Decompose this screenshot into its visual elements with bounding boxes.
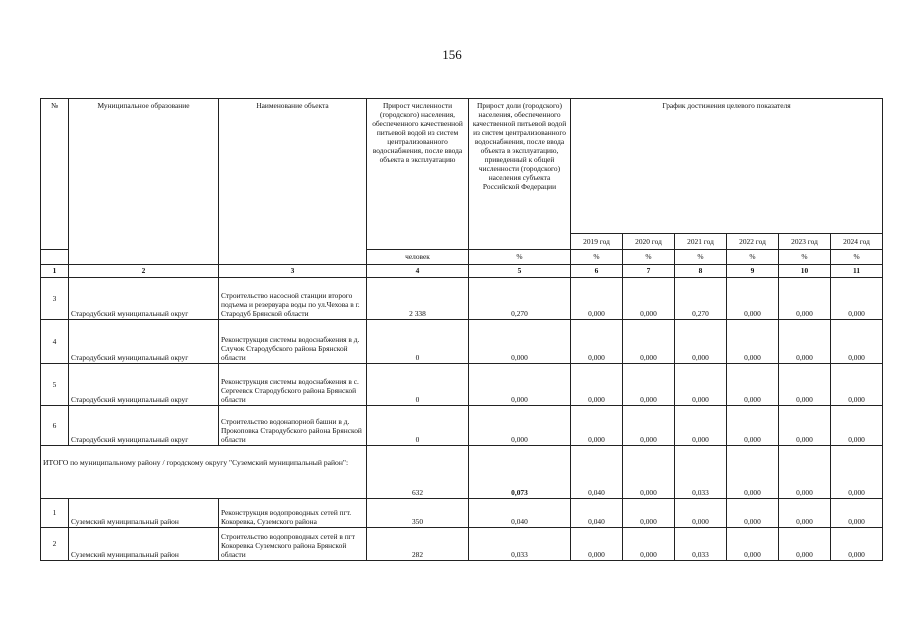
row-object: Строительство водопроводных сетей в пгт Кокоревка Суземского района Брянской области xyxy=(219,528,367,561)
column-number: 10 xyxy=(779,265,831,278)
header-year-2019: 2019 год xyxy=(571,234,623,250)
unit-percent-2023: % xyxy=(779,250,831,265)
row-year-2024: 0,000 xyxy=(831,528,883,561)
table-row xyxy=(41,406,883,446)
row-year-2021: 0,000 xyxy=(675,499,727,528)
row-share: 0,040 xyxy=(469,499,571,528)
row-year-2024: 0,000 xyxy=(831,320,883,364)
row-year-2022: 0,000 xyxy=(727,499,779,528)
page-number: 156 xyxy=(442,47,462,62)
unit-people: человек xyxy=(367,250,469,265)
header-year-2022: 2022 год xyxy=(727,234,779,250)
row-year-2022: 0,000 xyxy=(727,406,779,446)
row-people: 0 xyxy=(367,364,469,406)
header-share-growth: Прирост доли (городского) населения, обеспеченного качественной питьевой водой из систем централизованного водоснабжения, после ввода объекта в эксплуатацию, приведенный к общей численности (городского) населения субъекта Российской Федерации xyxy=(469,99,571,250)
row-year-2020: 0,000 xyxy=(623,499,675,528)
unit-num-empty xyxy=(41,250,69,265)
table-row xyxy=(41,320,883,364)
row-municipality: Стародубский муниципальный округ xyxy=(69,278,219,320)
row-number: 4 xyxy=(41,320,69,364)
row-year-2021: 0,000 xyxy=(675,320,727,364)
itogo-label: ИТОГО по муниципальному району / городскому округу "Суземский муниципальный район": xyxy=(41,446,367,499)
row-share: 0,000 xyxy=(469,406,571,446)
column-number: 11 xyxy=(831,265,883,278)
itogo-year-2023: 0,000 xyxy=(779,446,831,499)
column-number: 2 xyxy=(69,265,219,278)
row-object: Строительство водонапорной башни в д. Прокоповка Стародубского района Брянской области xyxy=(219,406,367,446)
itogo-share: 0,073 xyxy=(469,446,571,499)
row-year-2021: 0,000 xyxy=(675,364,727,406)
row-year-2022: 0,000 xyxy=(727,528,779,561)
row-year-2019: 0,040 xyxy=(571,499,623,528)
row-year-2022: 0,000 xyxy=(727,278,779,320)
unit-percent-2021: % xyxy=(675,250,727,265)
row-year-2020: 0,000 xyxy=(623,406,675,446)
table-row xyxy=(41,364,883,406)
row-year-2020: 0,000 xyxy=(623,278,675,320)
row-number: 2 xyxy=(41,528,69,561)
row-share: 0,000 xyxy=(469,364,571,406)
row-year-2022: 0,000 xyxy=(727,364,779,406)
itogo-row xyxy=(41,446,883,499)
row-number: 3 xyxy=(41,278,69,320)
target-indicator-table xyxy=(40,98,883,561)
header-schedule: График достижения целевого показателя xyxy=(571,99,883,234)
column-number: 4 xyxy=(367,265,469,278)
row-year-2020: 0,000 xyxy=(623,528,675,561)
row-year-2021: 0,033 xyxy=(675,528,727,561)
row-year-2021: 0,000 xyxy=(675,406,727,446)
row-year-2019: 0,000 xyxy=(571,278,623,320)
table-row xyxy=(41,278,883,320)
row-year-2023: 0,000 xyxy=(779,528,831,561)
row-municipality: Суземский муниципальный район xyxy=(69,499,219,528)
row-year-2023: 0,000 xyxy=(779,406,831,446)
itogo-people: 632 xyxy=(367,446,469,499)
row-object: Реконструкция водопроводных сетей пгт. Кокоревка, Суземского района xyxy=(219,499,367,528)
row-people: 0 xyxy=(367,320,469,364)
header-population-growth: Прирост численности (городского) населения, обеспеченного качественной питьевой водой из систем централизованного водоснабжения, после ввода объекта в эксплуатацию xyxy=(367,99,469,250)
row-year-2019: 0,000 xyxy=(571,320,623,364)
itogo-year-2021: 0,033 xyxy=(675,446,727,499)
itogo-year-2022: 0,000 xyxy=(727,446,779,499)
row-year-2020: 0,000 xyxy=(623,364,675,406)
header-object: Наименование объекта xyxy=(219,99,367,265)
header-municipality: Муниципальное образование xyxy=(69,99,219,265)
row-number: 5 xyxy=(41,364,69,406)
row-year-2020: 0,000 xyxy=(623,320,675,364)
row-year-2021: 0,270 xyxy=(675,278,727,320)
row-year-2023: 0,000 xyxy=(779,499,831,528)
row-year-2023: 0,000 xyxy=(779,364,831,406)
column-number: 1 xyxy=(41,265,69,278)
itogo-year-2024: 0,000 xyxy=(831,446,883,499)
column-number: 7 xyxy=(623,265,675,278)
header-year-2024: 2024 год xyxy=(831,234,883,250)
row-share: 0,033 xyxy=(469,528,571,561)
unit-percent-2024: % xyxy=(831,250,883,265)
header-year-2020: 2020 год xyxy=(623,234,675,250)
table-row xyxy=(41,499,883,528)
row-share: 0,000 xyxy=(469,320,571,364)
unit-percent-2022: % xyxy=(727,250,779,265)
row-municipality: Стародубский муниципальный округ xyxy=(69,364,219,406)
header-year-2023: 2023 год xyxy=(779,234,831,250)
column-number: 3 xyxy=(219,265,367,278)
row-year-2019: 0,000 xyxy=(571,364,623,406)
row-people: 350 xyxy=(367,499,469,528)
row-year-2019: 0,000 xyxy=(571,528,623,561)
row-municipality: Суземский муниципальный район xyxy=(69,528,219,561)
row-object: Реконструкция системы водоснабжения в с. Сергеевск Стародубского района Брянской области xyxy=(219,364,367,406)
row-year-2023: 0,000 xyxy=(779,278,831,320)
row-object: Строительство насосной станции второго подъема и резервуара воды по ул.Чехова в г. Стародуб Брянской области xyxy=(219,278,367,320)
row-people: 0 xyxy=(367,406,469,446)
row-year-2022: 0,000 xyxy=(727,320,779,364)
table-row xyxy=(41,528,883,561)
row-people: 2 338 xyxy=(367,278,469,320)
column-number: 9 xyxy=(727,265,779,278)
row-year-2024: 0,000 xyxy=(831,364,883,406)
unit-percent-2019: % xyxy=(571,250,623,265)
header-num: № xyxy=(41,99,69,250)
header-year-2021: 2021 год xyxy=(675,234,727,250)
row-share: 0,270 xyxy=(469,278,571,320)
unit-percent-2020: % xyxy=(623,250,675,265)
column-number: 5 xyxy=(469,265,571,278)
column-number: 8 xyxy=(675,265,727,278)
column-numbers-row xyxy=(41,265,883,278)
row-year-2024: 0,000 xyxy=(831,406,883,446)
column-number: 6 xyxy=(571,265,623,278)
row-year-2024: 0,000 xyxy=(831,278,883,320)
row-municipality: Стародубский муниципальный округ xyxy=(69,406,219,446)
row-year-2019: 0,000 xyxy=(571,406,623,446)
row-year-2023: 0,000 xyxy=(779,320,831,364)
row-number: 6 xyxy=(41,406,69,446)
row-people: 282 xyxy=(367,528,469,561)
row-year-2024: 0,000 xyxy=(831,499,883,528)
row-number: 1 xyxy=(41,499,69,528)
unit-share-percent: % xyxy=(469,250,571,265)
itogo-year-2020: 0,000 xyxy=(623,446,675,499)
header-row xyxy=(41,99,883,234)
row-object: Реконструкция системы водоснабжения в д. Случок Стародубского района Брянской области xyxy=(219,320,367,364)
itogo-year-2019: 0,040 xyxy=(571,446,623,499)
row-municipality: Стародубский муниципальный округ xyxy=(69,320,219,364)
